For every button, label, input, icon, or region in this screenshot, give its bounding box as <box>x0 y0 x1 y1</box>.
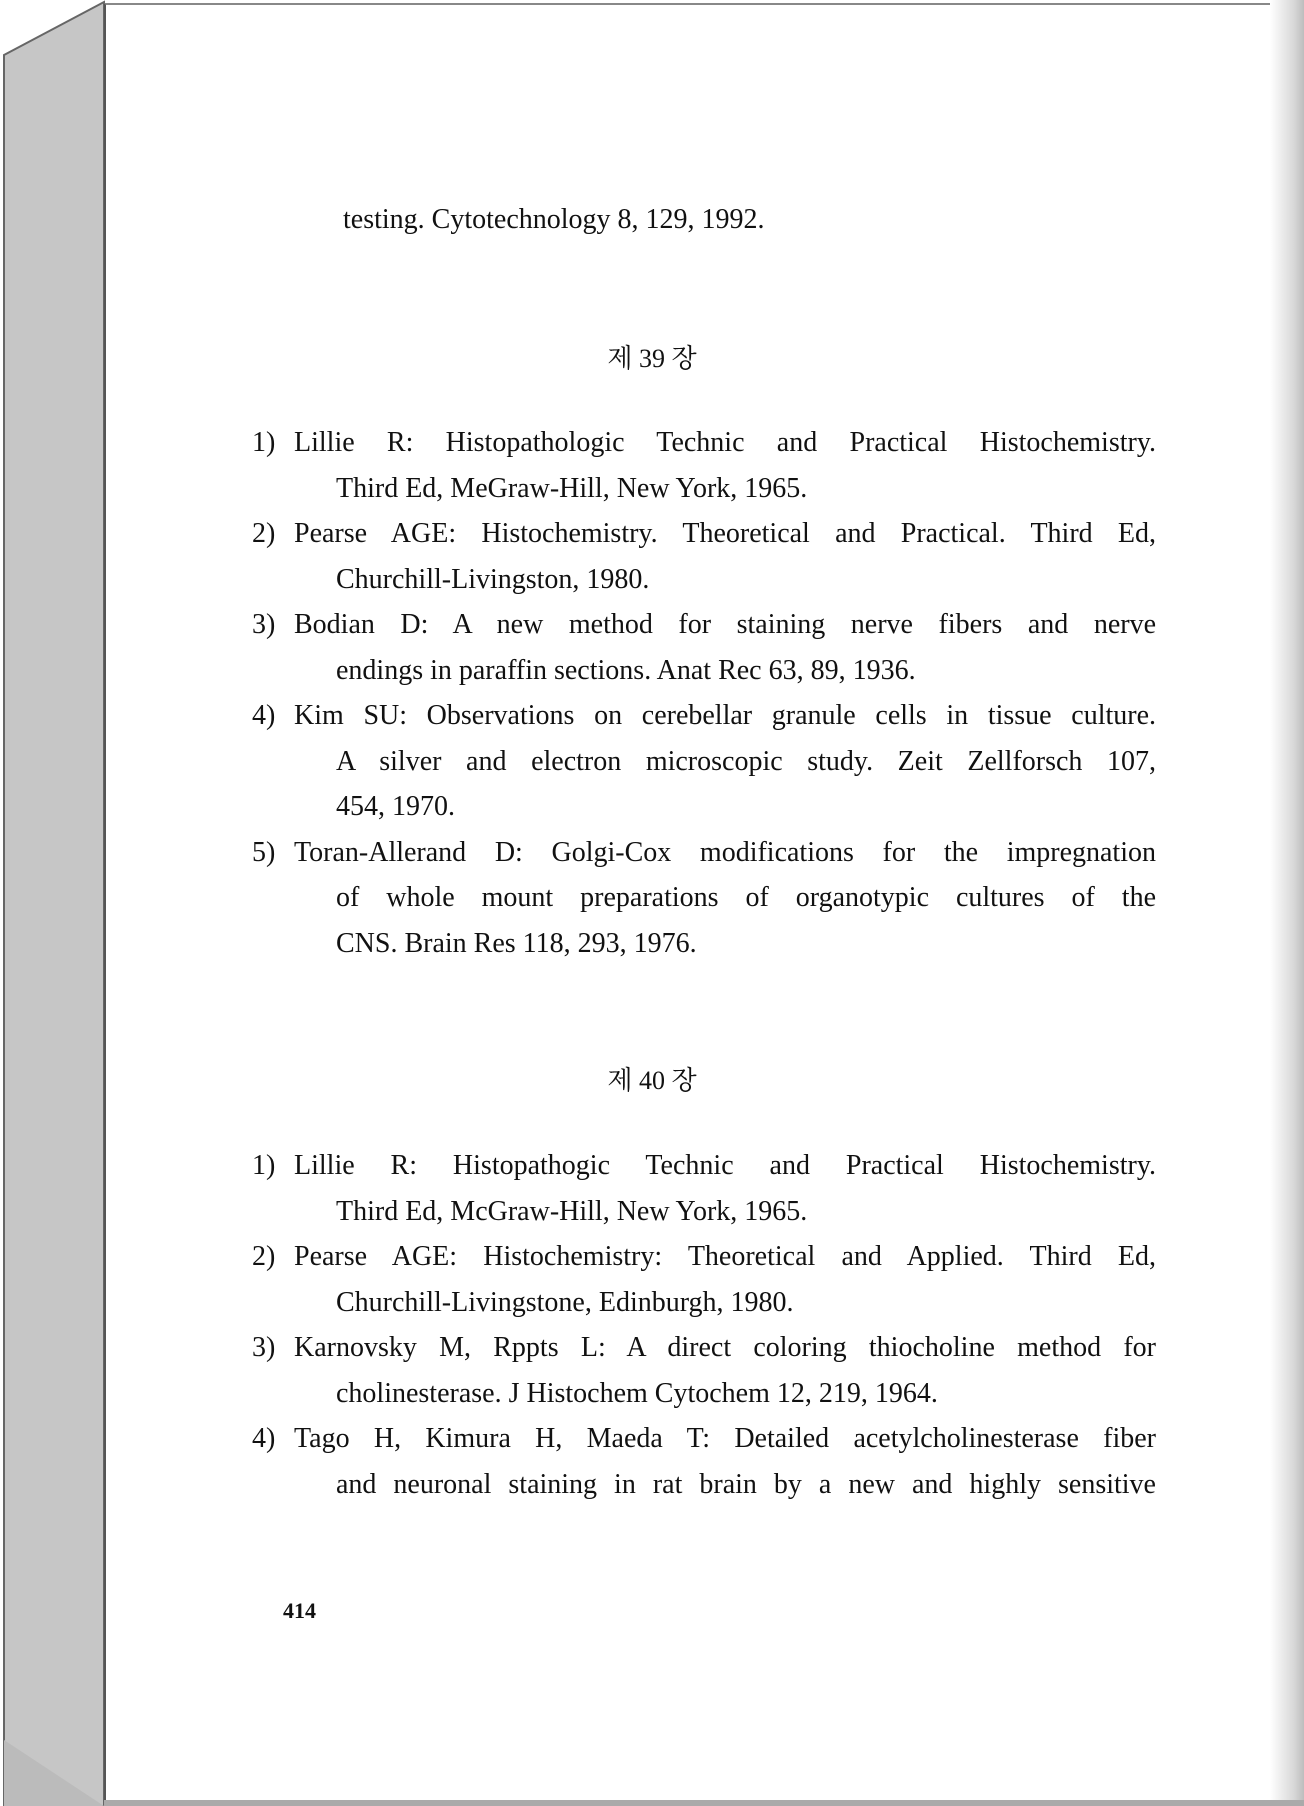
reference-item <box>252 420 1156 511</box>
reference-line: Tago H, Kimura H, Maeda T: Detailed acetylcholinesterase fiber <box>294 1423 1156 1454</box>
reference-number: 4) <box>252 700 276 731</box>
reference-item <box>252 1325 1156 1416</box>
reference-item <box>252 1143 1156 1234</box>
reference-line: Lillie R: Histopathologic Technic and Practical Histochemistry. <box>294 427 1156 458</box>
reference-item <box>252 693 1156 830</box>
reference-line: cholinesterase. J Histochem Cytochem 12, 219, 1964. <box>336 1377 938 1409</box>
reference-line: Pearse AGE: Histochemistry: Theoretical and Applied. Third Ed, <box>294 1241 1156 1272</box>
reference-line: Kim SU: Observations on cerebellar granule cells in tissue culture. <box>294 700 1156 731</box>
reference-line: Pearse AGE: Histochemistry. Theoretical and Practical. Third Ed, <box>294 518 1156 549</box>
reference-line: Churchill-Livingstone, Edinburgh, 1980. <box>336 1286 794 1318</box>
reference-item <box>252 830 1156 967</box>
chapter-39-heading: 제 39 장 <box>607 344 697 373</box>
carryover-text: testing. Cytotechnology 8, 129, 1992. <box>343 204 765 235</box>
reference-number: 1) <box>252 427 276 458</box>
reference-line: Third Ed, McGraw-Hill, New York, 1965. <box>336 1195 808 1227</box>
reference-number: 2) <box>252 1241 276 1272</box>
reference-number: 5) <box>252 836 276 868</box>
reference-line: Bodian D: A new method for staining nerve fibers and nerve <box>294 609 1156 640</box>
book-spine <box>0 0 110 1806</box>
reference-number: 1) <box>252 1150 276 1181</box>
reference-line: endings in paraffin sections. Anat Rec 63, 89, 1936. <box>336 654 916 686</box>
reference-number: 3) <box>252 1332 276 1363</box>
reference-line: and neuronal staining in rat brain by a new and highly sensitive <box>336 1468 1156 1500</box>
reference-number: 2) <box>252 518 276 549</box>
page-number: 414 <box>283 1598 316 1623</box>
reference-item <box>252 1416 1156 1507</box>
reference-line: Churchill-Livingston, 1980. <box>336 563 650 595</box>
page-bottom-edge <box>104 1800 1304 1806</box>
reference-line: of whole mount preparations of organotypic cultures of the <box>336 882 1156 913</box>
reference-number: 4) <box>252 1423 276 1454</box>
reference-number: 3) <box>252 609 276 640</box>
reference-item <box>252 602 1156 693</box>
reference-line: Third Ed, MeGraw-Hill, New York, 1965. <box>336 472 808 504</box>
chapter-40-heading: 제 40 장 <box>607 1066 697 1095</box>
page-edge-shadow <box>1270 0 1304 1806</box>
reference-item <box>252 1234 1156 1325</box>
reference-line: Lillie R: Histopathogic Technic and Practical Histochemistry. <box>294 1150 1156 1181</box>
reference-line: Karnovsky M, Rppts L: A direct coloring thiocholine method for <box>294 1332 1156 1363</box>
reference-line: CNS. Brain Res 118, 293, 1976. <box>336 927 697 959</box>
reference-item <box>252 511 1156 602</box>
reference-line: A silver and electron microscopic study. Zeit Zellforsch 107, <box>336 745 1156 777</box>
reference-line: 454, 1970. <box>336 791 455 822</box>
reference-line: Toran-Allerand D: Golgi-Cox modifications for the impregnation <box>294 836 1156 868</box>
